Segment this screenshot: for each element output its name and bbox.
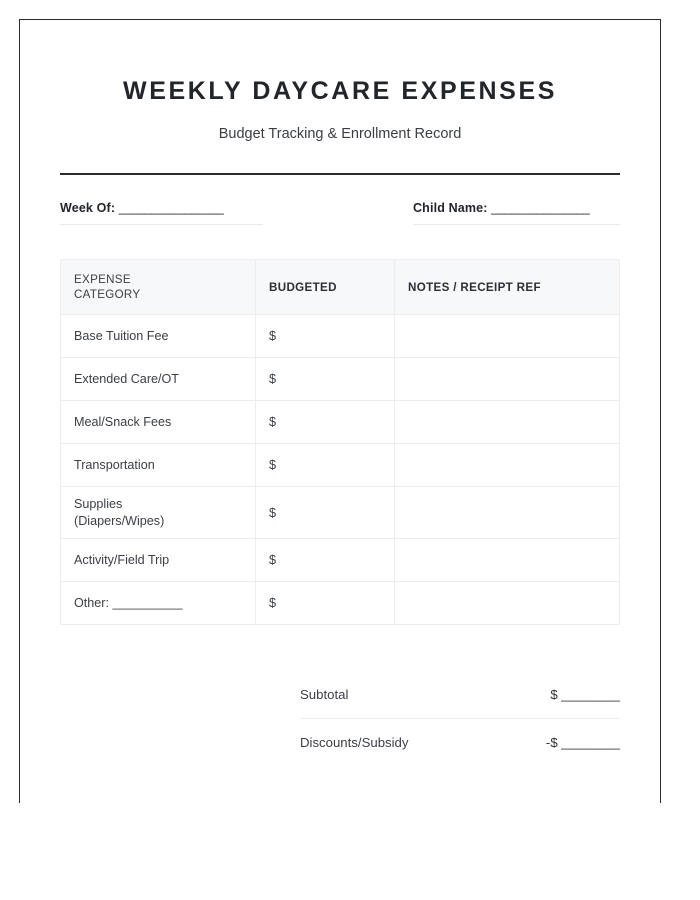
meta-fields-row — [60, 201, 620, 225]
page-subtitle: Budget Tracking & Enrollment Record — [218, 126, 462, 142]
totals-section — [300, 671, 620, 766]
cell-notes[interactable] — [395, 444, 620, 487]
page-content — [20, 20, 660, 803]
cell-budgeted[interactable]: $ — [256, 487, 395, 539]
cell-budgeted[interactable]: $ — [256, 401, 395, 444]
cell-budgeted[interactable]: $ — [256, 539, 395, 582]
cell-category-other[interactable]: Other: __________ — [61, 582, 256, 625]
cell-notes[interactable] — [395, 539, 620, 582]
column-header-notes: NOTES / RECEIPT REF — [395, 260, 620, 315]
cell-category: Base Tuition Fee — [61, 315, 256, 358]
document-page — [19, 19, 661, 803]
cell-budgeted[interactable]: $ — [256, 315, 395, 358]
cell-budgeted[interactable]: $ — [256, 358, 395, 401]
cell-category: Activity/Field Trip — [61, 539, 256, 582]
expense-table-body — [61, 315, 620, 625]
cell-notes[interactable] — [395, 358, 620, 401]
page-title: WEEKLY DAYCARE EXPENSES — [123, 77, 557, 105]
cell-category: Extended Care/OT — [61, 358, 256, 401]
table-row — [61, 582, 620, 625]
cell-budgeted[interactable]: $ — [256, 444, 395, 487]
child-name-input[interactable]: _______________ — [491, 201, 590, 215]
cell-notes[interactable] — [395, 487, 620, 539]
cell-budgeted[interactable]: $ — [256, 582, 395, 625]
week-of-input[interactable]: ________________ — [118, 201, 224, 215]
cell-notes[interactable] — [395, 582, 620, 625]
cell-notes[interactable] — [395, 401, 620, 444]
cell-category: Meal/Snack Fees — [61, 401, 256, 444]
table-row — [61, 444, 620, 487]
week-of-label: Week Of: — [60, 201, 116, 215]
child-name-field[interactable] — [413, 201, 620, 225]
column-header-expense-category: EXPENSE CATEGORY — [61, 260, 256, 315]
table-row — [61, 539, 620, 582]
table-row — [61, 358, 620, 401]
title-divider — [60, 173, 620, 175]
discounts-input[interactable]: -$ ________ — [545, 735, 620, 750]
table-row — [61, 401, 620, 444]
cell-category: Supplies (Diapers/Wipes) — [61, 487, 256, 539]
cell-category: Transportation — [61, 444, 256, 487]
child-name-label: Child Name: — [413, 201, 488, 215]
expense-table-head — [61, 260, 620, 315]
subtotal-input[interactable]: $ ________ — [550, 687, 620, 702]
week-of-field[interactable] — [60, 201, 263, 225]
table-header-row — [61, 260, 620, 315]
cell-notes[interactable] — [395, 315, 620, 358]
table-row — [61, 315, 620, 358]
totals-row-discounts — [300, 719, 620, 766]
discounts-label: Discounts/Subsidy — [300, 735, 409, 750]
subtotal-label: Subtotal — [300, 687, 349, 702]
table-row — [61, 487, 620, 539]
expense-table — [60, 259, 620, 625]
column-header-budgeted: BUDGETED — [256, 260, 395, 315]
totals-row-subtotal — [300, 671, 620, 719]
